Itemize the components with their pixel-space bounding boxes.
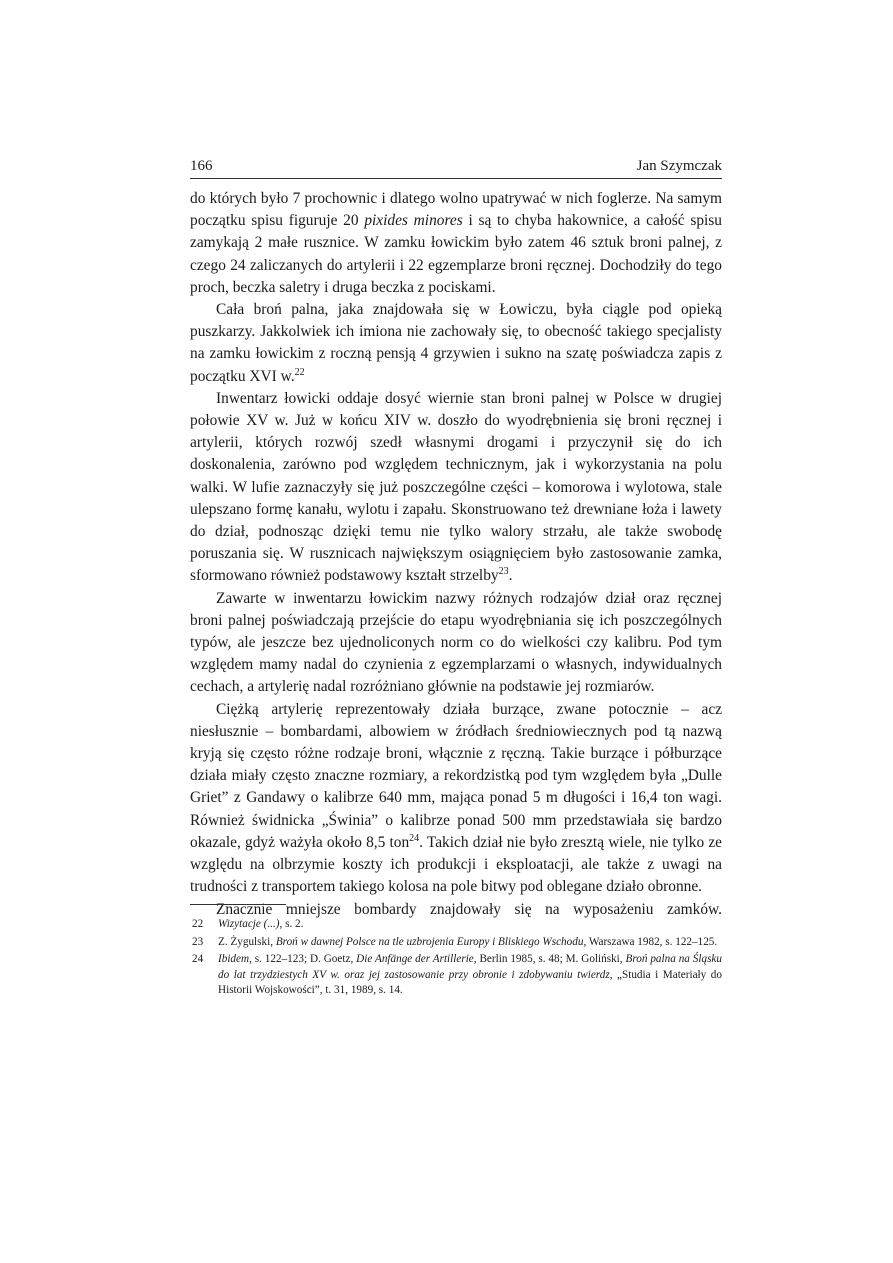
text-run: . Takich dział nie było zresztą wiele, nie tylko ze względu na olbrzymie koszty ich produkcji i eksploatacji, ale także z uwagi na trudności z transportem takiego kolosa na pole bitwy pod oblegane działo obronne. xyxy=(190,833,722,896)
italic-text: Ibidem xyxy=(218,953,250,966)
footnote-ref: 23 xyxy=(498,566,509,578)
italic-text: Die Anfänge der Artillerie xyxy=(356,953,474,966)
text-run: , „Studia i Materiały do Historii Wojskowości”, t. 31, 1989, s. 14. xyxy=(218,968,722,997)
paragraph xyxy=(190,299,722,388)
footnote-rule xyxy=(190,904,286,905)
page-number: 166 xyxy=(190,158,213,174)
text-run: Z. Żygulski, xyxy=(218,935,276,948)
text-run: i są to chyba hakownice, a całość spisu zamykają 2 małe rusznice. W zamku łowickim było zatem 46 sztuk broni palnej, z czego 24 zaliczanych do artylerii i 22 egzemplarze broni ręcznej. Dochodziły do tego proch, beczka saletry i druga beczka z pociskami. xyxy=(190,212,722,296)
footnote xyxy=(190,952,722,999)
footnote xyxy=(190,917,722,933)
italic-text: Broń w dawnej Polsce na tle uzbrojenia Europy i Bliskiego Wschodu xyxy=(275,935,584,948)
text-run: , Berlin 1985, s. 48; M. Goliński, xyxy=(473,953,626,966)
footnote-number: 24 xyxy=(192,953,204,966)
paragraph xyxy=(190,699,722,899)
text-run: , Warszawa 1982, s. 122–125. xyxy=(583,935,718,948)
italic-text: Wizytacje (...) xyxy=(218,918,280,930)
text-run: Znacznie mniejsze bombardy znajdowały się na wyposażeniu zamków. xyxy=(216,900,722,918)
text-run: Cała broń palna, jaka znajdowała się w Łowiczu, była ciągle pod opieką puszkarzy. Jakkolwiek ich imiona nie zachowały się, to obecność takiego specjalisty na zamku łowickim z roczną pensją 4 grzywien i sukno na szatę poświadcza zapis z początku XVI w. xyxy=(190,301,722,385)
footnotes xyxy=(190,917,722,1001)
running-head-author: Jan Szymczak xyxy=(636,158,722,174)
footnote xyxy=(190,935,722,951)
italic-text: pixides minores xyxy=(364,212,463,230)
text-run: . xyxy=(508,567,513,585)
footnote-number: 22 xyxy=(192,918,204,930)
text-run: , s. 122–123; D. Goetz, xyxy=(249,953,357,966)
footnote-ref: 24 xyxy=(409,832,420,844)
italic-text: Broń palna na Śląsku do lat trzydziestych XV w. oraz jej zastosowanie przy obronie i zdobywaniu twierdz xyxy=(218,953,722,981)
footnote-ref: 22 xyxy=(294,366,305,378)
body-text xyxy=(190,188,722,921)
text-run: Ciężką artylerię reprezentowały działa burzące, zwane potocznie – acz niesłusznie – bombardami, albowiem w źródłach średniowiecznych pod tą nazwą kryją się często różne rodzaje broni, włącznie z ręczną. Takie burzące i półburzące działa miały często znaczne rozmiary, a rekordzistką pod tym względem była „Dulle Griet” z Gandawy o kalibrze 640 mm, mająca ponad 5 m długości i 16,4 ton wagi. Również świdnicka „Świnia” o kalibrze ponad 500 mm przedstawiała się bardzo okazale, gdyż ważyła około 8,5 ton xyxy=(190,700,722,851)
text-run: do których było 7 prochownic i dlatego wolno upatrywać w nich foglerze. Na samym początku spisu figuruje 20 xyxy=(190,190,722,230)
text-run: Inwentarz łowicki oddaje dosyć wiernie stan broni palnej w Polsce w drugiej połowie XV w. Już w końcu XIV w. doszło do wyodrębnienia się broni ręcznej i artylerii, których rozwój szedł własnymi drogami i przyczynił się do ich doskonalenia, zarówno pod względem technicznym, jak i wykorzystania na polu walki. W lufie zaznaczyły się już poszczególne części – komorowa i wylotowa, stale ulepszano formę kanału, wylotu i zapału. Skonstruowano też drewniane łoża i lawety do dział, podnosząc dzięki temu nie tylko walory strzału, ale także swobodę poruszania się. W rusznicach największym osiągnięciem było zastosowanie zamka, sformowano również podstawowy kształt strzelby xyxy=(190,389,722,585)
footnote-number: 23 xyxy=(192,935,204,948)
paragraph xyxy=(190,188,722,299)
header-rule xyxy=(190,178,722,179)
text-run: , s. 2. xyxy=(279,918,304,930)
paragraph xyxy=(190,388,722,588)
text-run: Zawarte w inwentarzu łowickim nazwy różnych rodzajów dział oraz ręcznej broni palnej poświadczają przejście do etapu wyodrębniania się ich poszczególnych typów, ale jeszcze bez ujednoliconych norm co do wielkości czy kalibru. Pod tym względem mamy nadal do czynienia z egzemplarzami o własnych, indywidualnych cechach, a artylerię nadal rozróżniano głównie na podstawie jej rozmiarów. xyxy=(190,589,722,696)
paragraph xyxy=(190,588,722,699)
